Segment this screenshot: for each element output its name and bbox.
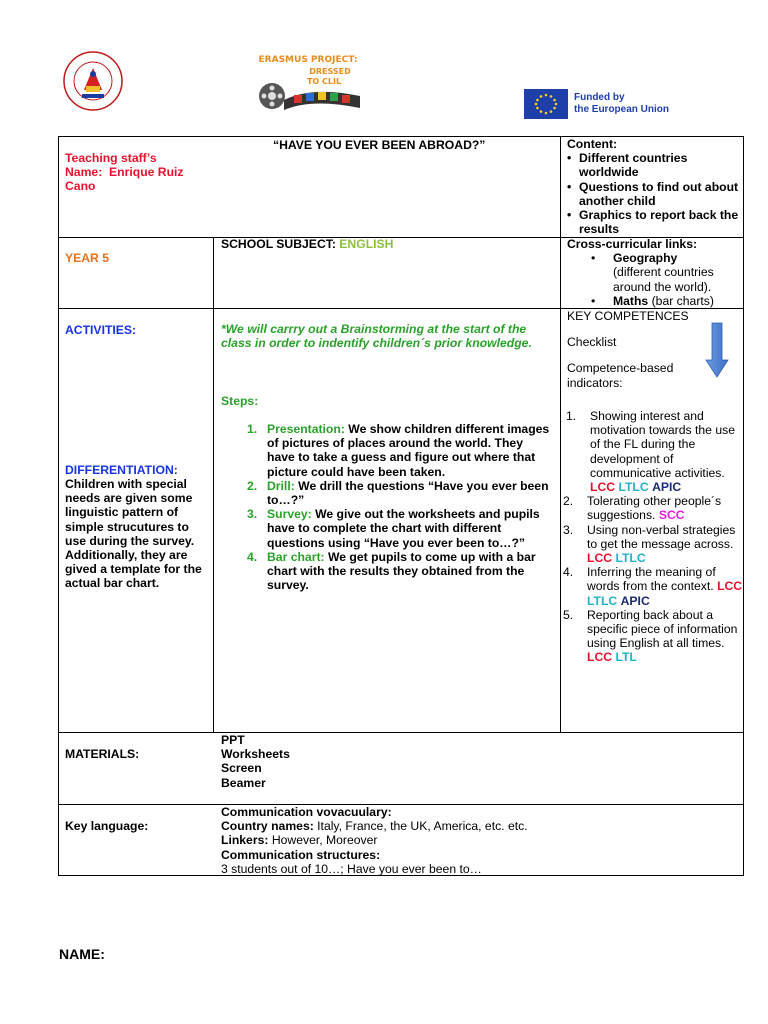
competence-tag: LTLC bbox=[587, 593, 618, 608]
indicator-item: 2. Tolerating other people´s suggestions. SCC bbox=[563, 494, 722, 523]
eu-funding-logo bbox=[524, 89, 694, 119]
competence-tag: APIC bbox=[652, 480, 682, 495]
school-subject-label: SCHOOL SUBJECT: bbox=[221, 237, 336, 251]
content-list bbox=[567, 151, 739, 236]
content-item: • Graphics to report back the results bbox=[567, 208, 739, 236]
step-item: 2. Drill: We drill the questions “Have you ever been to…?” bbox=[247, 478, 549, 508]
competence-tag: LCC bbox=[587, 551, 613, 566]
year-label: YEAR 5 bbox=[65, 251, 110, 265]
key-competences-label: KEY COMPETENCES bbox=[567, 309, 689, 323]
indicator-item: 5. Reporting back about a specific piece of information using English at all times. LCC LTL bbox=[563, 607, 738, 665]
indicator-item: 1. Showing interest and motivation towards the use of the FL during the development of communicative activities. LCC LTLC APIC bbox=[566, 409, 735, 495]
cross-curricular-block bbox=[567, 237, 741, 308]
material-item: Screen bbox=[221, 761, 262, 776]
content-block bbox=[567, 137, 739, 236]
indicators-list bbox=[563, 409, 743, 665]
teacher-surname: Cano bbox=[65, 179, 96, 193]
content-item: • Questions to find out about another child bbox=[567, 180, 739, 208]
step-item: 1. Presentation: We show children different images of pictures of places around the world. They have to take a guess and figure out where that picture could have been taken. bbox=[247, 422, 550, 479]
step-text: We show children different images of pictures of places around the world. They have to take a guess and figure out where that picture could have been taken. bbox=[267, 422, 550, 479]
competence-tag: LCC bbox=[717, 579, 743, 594]
countries-label: Country names: bbox=[221, 819, 314, 834]
teacher-name: Enrique Ruiz bbox=[109, 165, 184, 179]
content-item: • Different countries worldwide bbox=[567, 151, 739, 179]
step-item: 4. Bar chart: We get pupils to come up with a bar chart with the results they obtained from the survey. bbox=[247, 549, 536, 593]
countries-value: Italy, France, the UK, America, etc. etc. bbox=[317, 819, 528, 834]
teacher-name-label: Name: bbox=[65, 165, 103, 179]
differentiation-text: Children with special needs are given some linguistic pattern of simple strucutures to use during the survey. Additionally, they are gived a template for the actual bar chart. bbox=[65, 477, 202, 591]
differentiation-label: DIFFERENTIATION: bbox=[65, 463, 178, 477]
vocab-label: Communication vovacuulary: bbox=[221, 805, 392, 819]
cross-item-desc: (bar charts) bbox=[651, 293, 714, 308]
step-name: Survey: bbox=[267, 507, 312, 522]
material-item: PPT bbox=[221, 733, 245, 747]
student-name-label: NAME: bbox=[59, 946, 105, 962]
indicator-text: Showing interest and motivation towards the use of the FL during the development of communicative activities. bbox=[590, 409, 735, 480]
eu-funded-line1: Funded by bbox=[574, 92, 625, 103]
competence-tag: APIC bbox=[620, 593, 650, 608]
eu-funded-line2: the European Union bbox=[574, 104, 669, 115]
step-text: We get pupils to come up with a bar chart with the results they obtained from the survey. bbox=[267, 549, 536, 593]
competence-tag: SCC bbox=[658, 508, 685, 523]
steps-label: Steps: bbox=[221, 394, 259, 408]
step-text: We drill the questions “Have you ever been to…?” bbox=[267, 478, 549, 508]
teacher-label: Teaching staff’s bbox=[65, 151, 157, 165]
school-subject-value: ENGLISH bbox=[339, 237, 394, 251]
school-seal-logo bbox=[62, 50, 124, 112]
erasmus-project-logo bbox=[252, 52, 364, 114]
cross-item-maths: • Maths (bar charts) bbox=[591, 293, 714, 308]
competence-tag: LTLC bbox=[615, 551, 646, 566]
cross-item-geography: • Geography (different countries around the world). bbox=[591, 251, 714, 294]
step-text: We give out the worksheets and pupils have to complete the chart with different questions using “Have you ever been to…?” bbox=[267, 507, 540, 550]
step-name: Presentation: bbox=[267, 422, 345, 436]
material-item: Worksheets bbox=[221, 747, 290, 762]
school-subject bbox=[221, 237, 393, 251]
materials-label: MATERIALS: bbox=[65, 747, 140, 761]
linkers-value: However, Moreover bbox=[271, 833, 378, 848]
indicator-text: Using non-verbal strategies to get the message across. bbox=[587, 522, 736, 551]
indicator-text: Tolerating other people´s suggestions. bbox=[587, 494, 722, 523]
competence-tag: LTL bbox=[615, 650, 637, 665]
cross-item-name: Geography bbox=[613, 251, 678, 266]
cross-item-name: Maths bbox=[613, 293, 649, 308]
step-name: Bar chart: bbox=[267, 549, 325, 564]
step-name: Drill: bbox=[267, 478, 295, 493]
competence-tag: LTLC bbox=[618, 480, 649, 495]
svg-text:DRESSED: DRESSED bbox=[309, 67, 351, 76]
indicator-item: 3. Using non-verbal strategies to get the message across. LCC LTLC bbox=[563, 522, 736, 566]
steps-list bbox=[247, 422, 553, 592]
content-label: Content: bbox=[567, 137, 618, 151]
structures-label: Communication structures: bbox=[221, 847, 381, 862]
teacher-block bbox=[65, 151, 184, 193]
activities-label: ACTIVITIES: bbox=[65, 323, 137, 337]
activities-intro: *We will carrry out a Brainstorming at the start of the class in order to indentify children´s prior knowledge. bbox=[221, 322, 532, 351]
svg-text:ERASMUS PROJECT:: ERASMUS PROJECT: bbox=[258, 55, 358, 65]
indicator-text: Inferring the meaning of words from the context. bbox=[587, 565, 716, 594]
linkers-label: Linkers: bbox=[221, 833, 269, 848]
cross-curricular-label: Cross-curricular links: bbox=[567, 237, 698, 251]
structures-value: 3 students out of 10…; Have you ever been to… bbox=[221, 861, 482, 876]
indicator-item: 4. Inferring the meaning of words from the context. LCC LTLC APIC bbox=[563, 565, 743, 608]
competence-tag: LCC bbox=[587, 650, 613, 665]
cross-item-desc: (different countries around the world). bbox=[613, 265, 714, 294]
svg-text:TO CLIL: TO CLIL bbox=[306, 77, 342, 86]
lesson-title: “HAVE YOU EVER BEEN ABROAD?” bbox=[273, 138, 486, 152]
step-item: 3. Survey: We give out the worksheets and pupils have to complete the chart with different questions using “Have you ever been to…?” bbox=[247, 507, 540, 550]
key-language-label: Key language: bbox=[65, 819, 149, 833]
checklist-label: Checklist bbox=[567, 335, 617, 350]
material-item: Beamer bbox=[221, 775, 266, 790]
key-language-block bbox=[221, 805, 528, 876]
materials-list bbox=[221, 733, 290, 790]
down-arrow-icon bbox=[705, 322, 729, 378]
indicator-text: Reporting back about a specific piece of information using English at all times. bbox=[587, 607, 738, 651]
competence-tag: LCC bbox=[590, 480, 616, 495]
indicators-label: Competence-based indicators: bbox=[567, 361, 674, 390]
